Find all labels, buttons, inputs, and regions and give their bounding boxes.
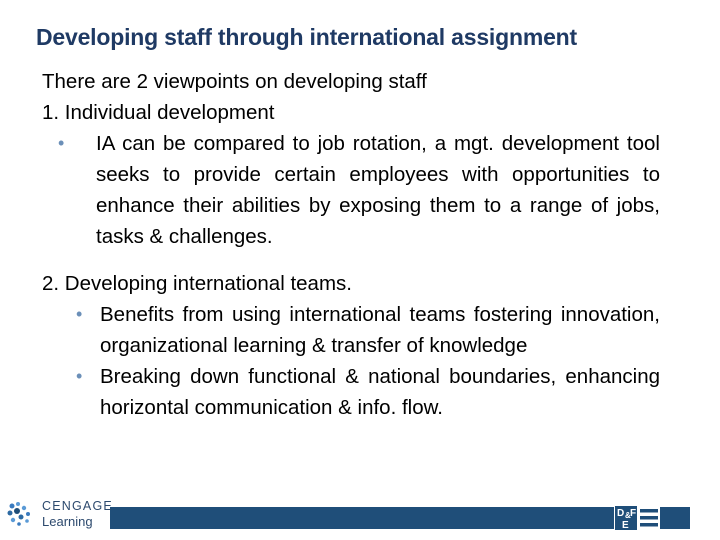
logo-text-learning: Learning bbox=[42, 514, 93, 529]
bullet-icon: • bbox=[58, 133, 65, 153]
bullet-icon: • bbox=[76, 366, 83, 386]
section1-heading: 1. Individual development bbox=[42, 101, 275, 124]
logo-text-cengage: CENGAGE bbox=[42, 499, 113, 513]
def-badge-e: E bbox=[622, 520, 629, 531]
def-badge-icon bbox=[614, 505, 660, 531]
page-number: 19 bbox=[691, 510, 706, 525]
section2-bullet-1 bbox=[76, 299, 660, 361]
footer-bar bbox=[110, 507, 690, 529]
cengage-logo-icon bbox=[6, 500, 36, 528]
def-badge-amp: & bbox=[625, 511, 631, 520]
section2-bullet-2-text: Breaking down functional & national boundaries, enhancing horizontal communication & info. flow. bbox=[100, 365, 660, 419]
section2-bullet-2 bbox=[76, 361, 660, 423]
slide-content bbox=[42, 66, 660, 423]
cengage-logo bbox=[6, 498, 113, 534]
def-badge-d: D bbox=[617, 508, 625, 519]
section2-heading: 2. Developing international teams. bbox=[42, 272, 352, 295]
section1-bullet bbox=[58, 128, 660, 252]
def-badge-f: F bbox=[630, 508, 637, 519]
slide-title: Developing staff through international assignment bbox=[36, 24, 577, 50]
intro-text: There are 2 viewpoints on developing staff bbox=[42, 70, 427, 93]
bullet-icon: • bbox=[76, 304, 83, 324]
section1-bullet-text: IA can be compared to job rotation, a mgt. development tool seeks to provide certain employees with opportunities to enhance their abilities by exposing them to a range of jobs, tasks & challenges. bbox=[96, 132, 660, 248]
section2-bullet-1-text: Benefits from using international teams fostering innovation, organizational learning & transfer of knowledge bbox=[100, 303, 660, 357]
